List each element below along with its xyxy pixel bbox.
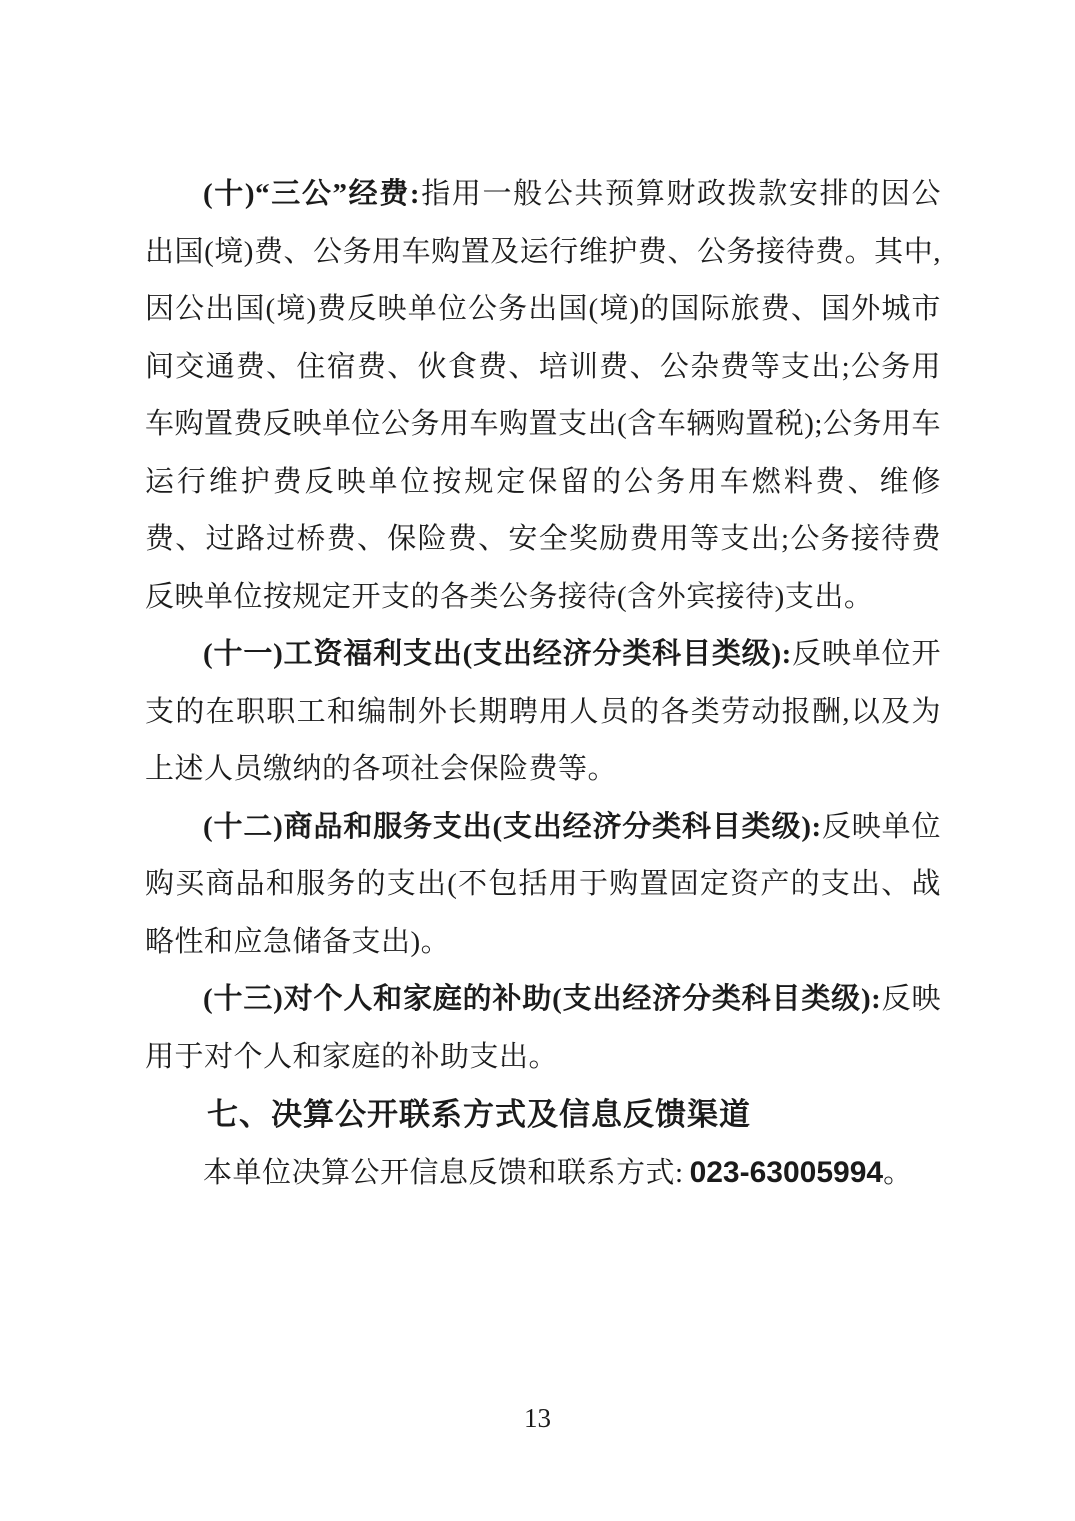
paragraph-text: 指用一般公共预算财政拨款安排的因公出国(境)费、公务用车购置及运行维护费、公务接待费。其中,因公出国(境)费反映单位公务出国(境)的国际旅费、国外城市间交通费、住宿费、伙食费、培训费、公杂费等支出;公务用车购置费反映单位公务用车购置支出(含车辆购置税);公务用车运行维护费反映单位按规定保留的公务用车燃料费、维修费、过路过桥费、保险费、安全奖励费用等支出;公务接待费反映单位按规定开支的各类公务接待(含外宾接待)支出。 bbox=[145, 178, 941, 613]
section-heading: 七、决算公开联系方式及信息反馈渠道 bbox=[207, 1097, 751, 1132]
contact-label: 本单位决算公开信息反馈和联系方式: bbox=[203, 1156, 684, 1189]
paragraph-item-13 bbox=[145, 971, 941, 1086]
page-number: 13 bbox=[524, 1403, 551, 1433]
paragraph-lead: (十一)工资福利支出(支出经济分类科目类级): bbox=[203, 638, 792, 670]
paragraph-lead: (十二)商品和服务支出(支出经济分类科目类级): bbox=[203, 810, 822, 843]
paragraph-item-11 bbox=[145, 626, 941, 799]
contact-line bbox=[145, 1144, 941, 1203]
document-body bbox=[145, 166, 941, 1202]
paragraph-item-10 bbox=[145, 166, 941, 626]
paragraph-lead: (十三)对个人和家庭的补助(支出经济分类科目类级): bbox=[203, 983, 882, 1015]
paragraph-text: 反映单位购买商品和服务的支出(不包括用于购置固定资产的支出、战略性和应急储备支出)。 bbox=[145, 810, 941, 958]
contact-phone-number: 023-63005994 bbox=[689, 1155, 884, 1189]
contact-suffix: 。 bbox=[883, 1156, 913, 1189]
paragraph-item-12 bbox=[145, 799, 941, 972]
paragraph-lead: (十)“三公”经费: bbox=[203, 178, 421, 210]
paragraph-text: 反映用于对个人和家庭的补助支出。 bbox=[145, 983, 941, 1073]
paragraph-text: 反映单位开支的在职职工和编制外长期聘用人员的各类劳动报酬,以及为上述人员缴纳的各项社会保险费等。 bbox=[145, 638, 941, 785]
